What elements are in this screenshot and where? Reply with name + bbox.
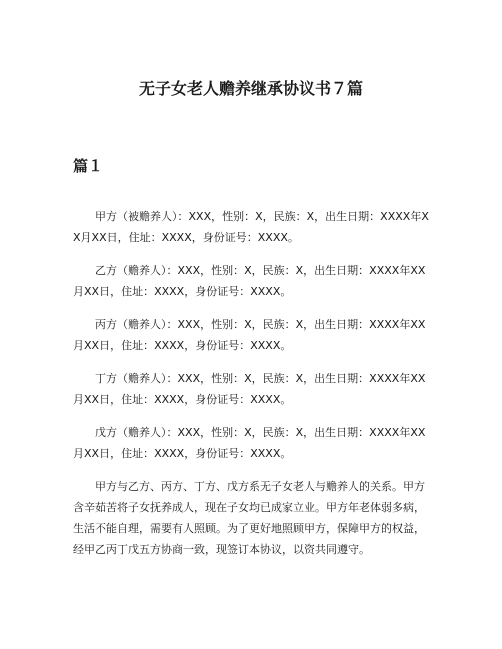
document-body	[73, 206, 431, 560]
document-title: 无子女老人赡养继承协议书７篇	[138, 79, 363, 98]
party-b-paragraph: 乙方（赡养人）：XXX，性别：X，民族：X，出生日期：XXXX年XX月XX日，住址：XXXX，身份证号：XXXX。	[73, 264, 426, 298]
party-c-paragraph: 丙方（赡养人）：XXX，性别：X，民族：X，出生日期：XXXX年XX月XX日，住址：XXXX，身份证号：XXXX。	[73, 318, 426, 352]
party-e-paragraph: 戊方（赡养人）：XXX，性别：X，民族：X，出生日期：XXXX年XX月XX日，住址：XXXX，身份证号：XXXX。	[73, 426, 426, 460]
party-d-paragraph: 丁方（赡养人）：XXX，性别：X，民族：X，出生日期：XXXX年XX月XX日，住址：XXXX，身份证号：XXXX。	[73, 372, 426, 406]
party-a-paragraph: 甲方（被赡养人）：XXX，性别：X，民族：X，出生日期：XXXX年XX月XX日，住址：XXXX，身份证号：XXXX。	[73, 210, 429, 244]
relationship-paragraph: 甲方与乙方、丙方、丁方、戊方系无子女老人与赡养人的关系。甲方含辛茹苦将子女抚养成人，现在子女均已成家立业。甲方年老体弱多病，生活不能自理，需要有人照顾。为了更好地照顾甲方，保障甲方的权益，经甲乙丙丁戊五方协商一致，现签订本协议，以资共同遵守。	[73, 480, 425, 556]
section-heading: 篇１	[73, 157, 104, 175]
